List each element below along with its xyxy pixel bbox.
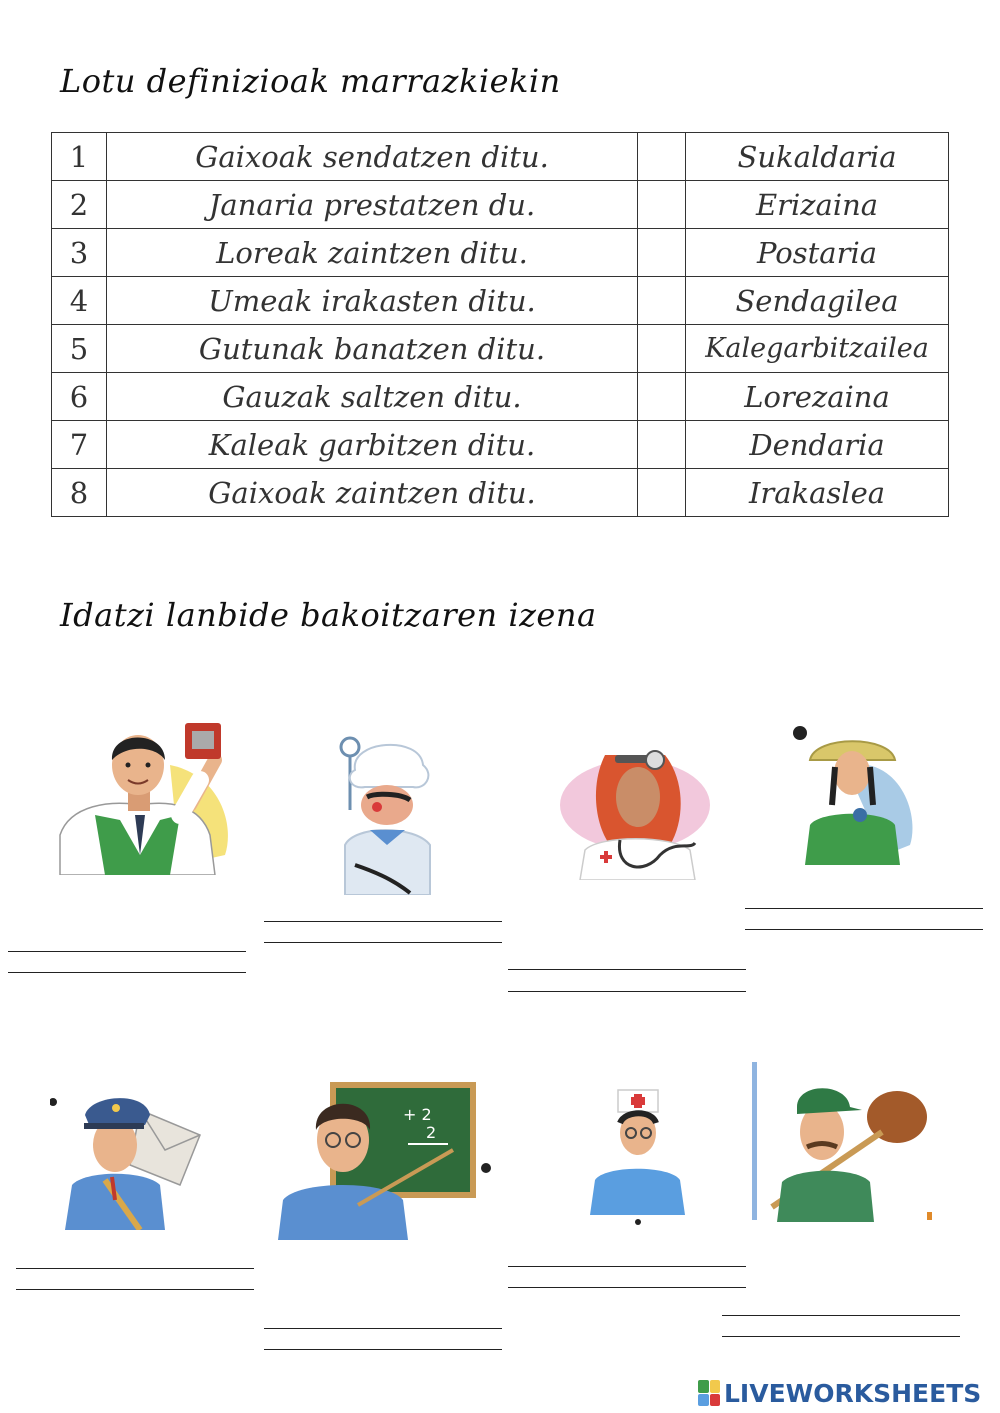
job-cell: Kalegarbitzailea: [686, 325, 949, 373]
answer-cell[interactable]: [638, 229, 686, 277]
answer-line[interactable]: [508, 1287, 746, 1288]
job-cell: Dendaria: [686, 421, 949, 469]
row-number: 1: [52, 133, 107, 181]
job-cell: Sukaldaria: [686, 133, 949, 181]
street-sweeper-illustration: [752, 1062, 937, 1222]
answer-line[interactable]: [16, 1268, 254, 1269]
table-row: [52, 469, 949, 517]
definition-cell: Gutunak banatzen ditu.: [107, 325, 638, 373]
row-number: 6: [52, 373, 107, 421]
job-cell: Postaria: [686, 229, 949, 277]
table-row: [52, 229, 949, 277]
answer-line[interactable]: [264, 921, 502, 922]
section1-title: Lotu definizioak marrazkiekin: [60, 62, 561, 100]
table-row: [52, 421, 949, 469]
definition-cell: Umeak irakasten ditu.: [107, 277, 638, 325]
definition-cell: Gaixoak zaintzen ditu.: [107, 469, 638, 517]
section2-title: Idatzi lanbide bakoitzaren izena: [60, 596, 597, 634]
answer-cell[interactable]: [638, 421, 686, 469]
answer-line[interactable]: [16, 1289, 254, 1290]
row-number: 7: [52, 421, 107, 469]
row-number: 4: [52, 277, 107, 325]
job-cell: Sendagilea: [686, 277, 949, 325]
logo-icon: [698, 1380, 720, 1406]
teacher-illustration: [278, 1080, 493, 1240]
answer-line[interactable]: [508, 969, 746, 970]
doctor-illustration: [560, 725, 720, 880]
answer-cell[interactable]: [638, 469, 686, 517]
definition-cell: Gauzak saltzen ditu.: [107, 373, 638, 421]
answer-line[interactable]: [508, 1266, 746, 1267]
definition-cell: Kaleak garbitzen ditu.: [107, 421, 638, 469]
answer-cell[interactable]: [638, 181, 686, 229]
liveworksheets-logo: [698, 1378, 981, 1408]
answer-line[interactable]: [508, 991, 746, 992]
table-row: [52, 181, 949, 229]
answer-cell[interactable]: [638, 277, 686, 325]
job-cell: Erizaina: [686, 181, 949, 229]
table-row: [52, 277, 949, 325]
definition-cell: Janaria prestatzen du.: [107, 181, 638, 229]
table-row: [52, 325, 949, 373]
definition-cell: Gaixoak sendatzen ditu.: [107, 133, 638, 181]
svg-text:2: 2: [426, 1123, 437, 1142]
job-cell: Lorezaina: [686, 373, 949, 421]
answer-line[interactable]: [722, 1336, 960, 1337]
gardener-illustration: [790, 725, 920, 865]
row-number: 8: [52, 469, 107, 517]
answer-line[interactable]: [264, 942, 502, 943]
table-row: [52, 373, 949, 421]
match-table: [51, 132, 949, 517]
chef-illustration: [325, 735, 445, 895]
answer-line[interactable]: [264, 1328, 502, 1329]
answer-line[interactable]: [8, 972, 246, 973]
answer-line[interactable]: [8, 951, 246, 952]
svg-text:+ 2: + 2: [403, 1105, 432, 1124]
table-row: [52, 133, 949, 181]
nurse-illustration: [590, 1085, 685, 1225]
logo-text: LIVEWORKSHEETS: [724, 1378, 982, 1408]
answer-line[interactable]: [745, 929, 983, 930]
row-number: 2: [52, 181, 107, 229]
shopkeeper-illustration: [50, 705, 230, 875]
definition-cell: Loreak zaintzen ditu.: [107, 229, 638, 277]
answer-line[interactable]: [722, 1315, 960, 1316]
row-number: 3: [52, 229, 107, 277]
answer-line[interactable]: [264, 1349, 502, 1350]
answer-cell[interactable]: [638, 373, 686, 421]
row-number: 5: [52, 325, 107, 373]
answer-line[interactable]: [745, 908, 983, 909]
postman-illustration: [50, 1075, 210, 1230]
answer-cell[interactable]: [638, 325, 686, 373]
answer-cell[interactable]: [638, 133, 686, 181]
job-cell: Irakaslea: [686, 469, 949, 517]
